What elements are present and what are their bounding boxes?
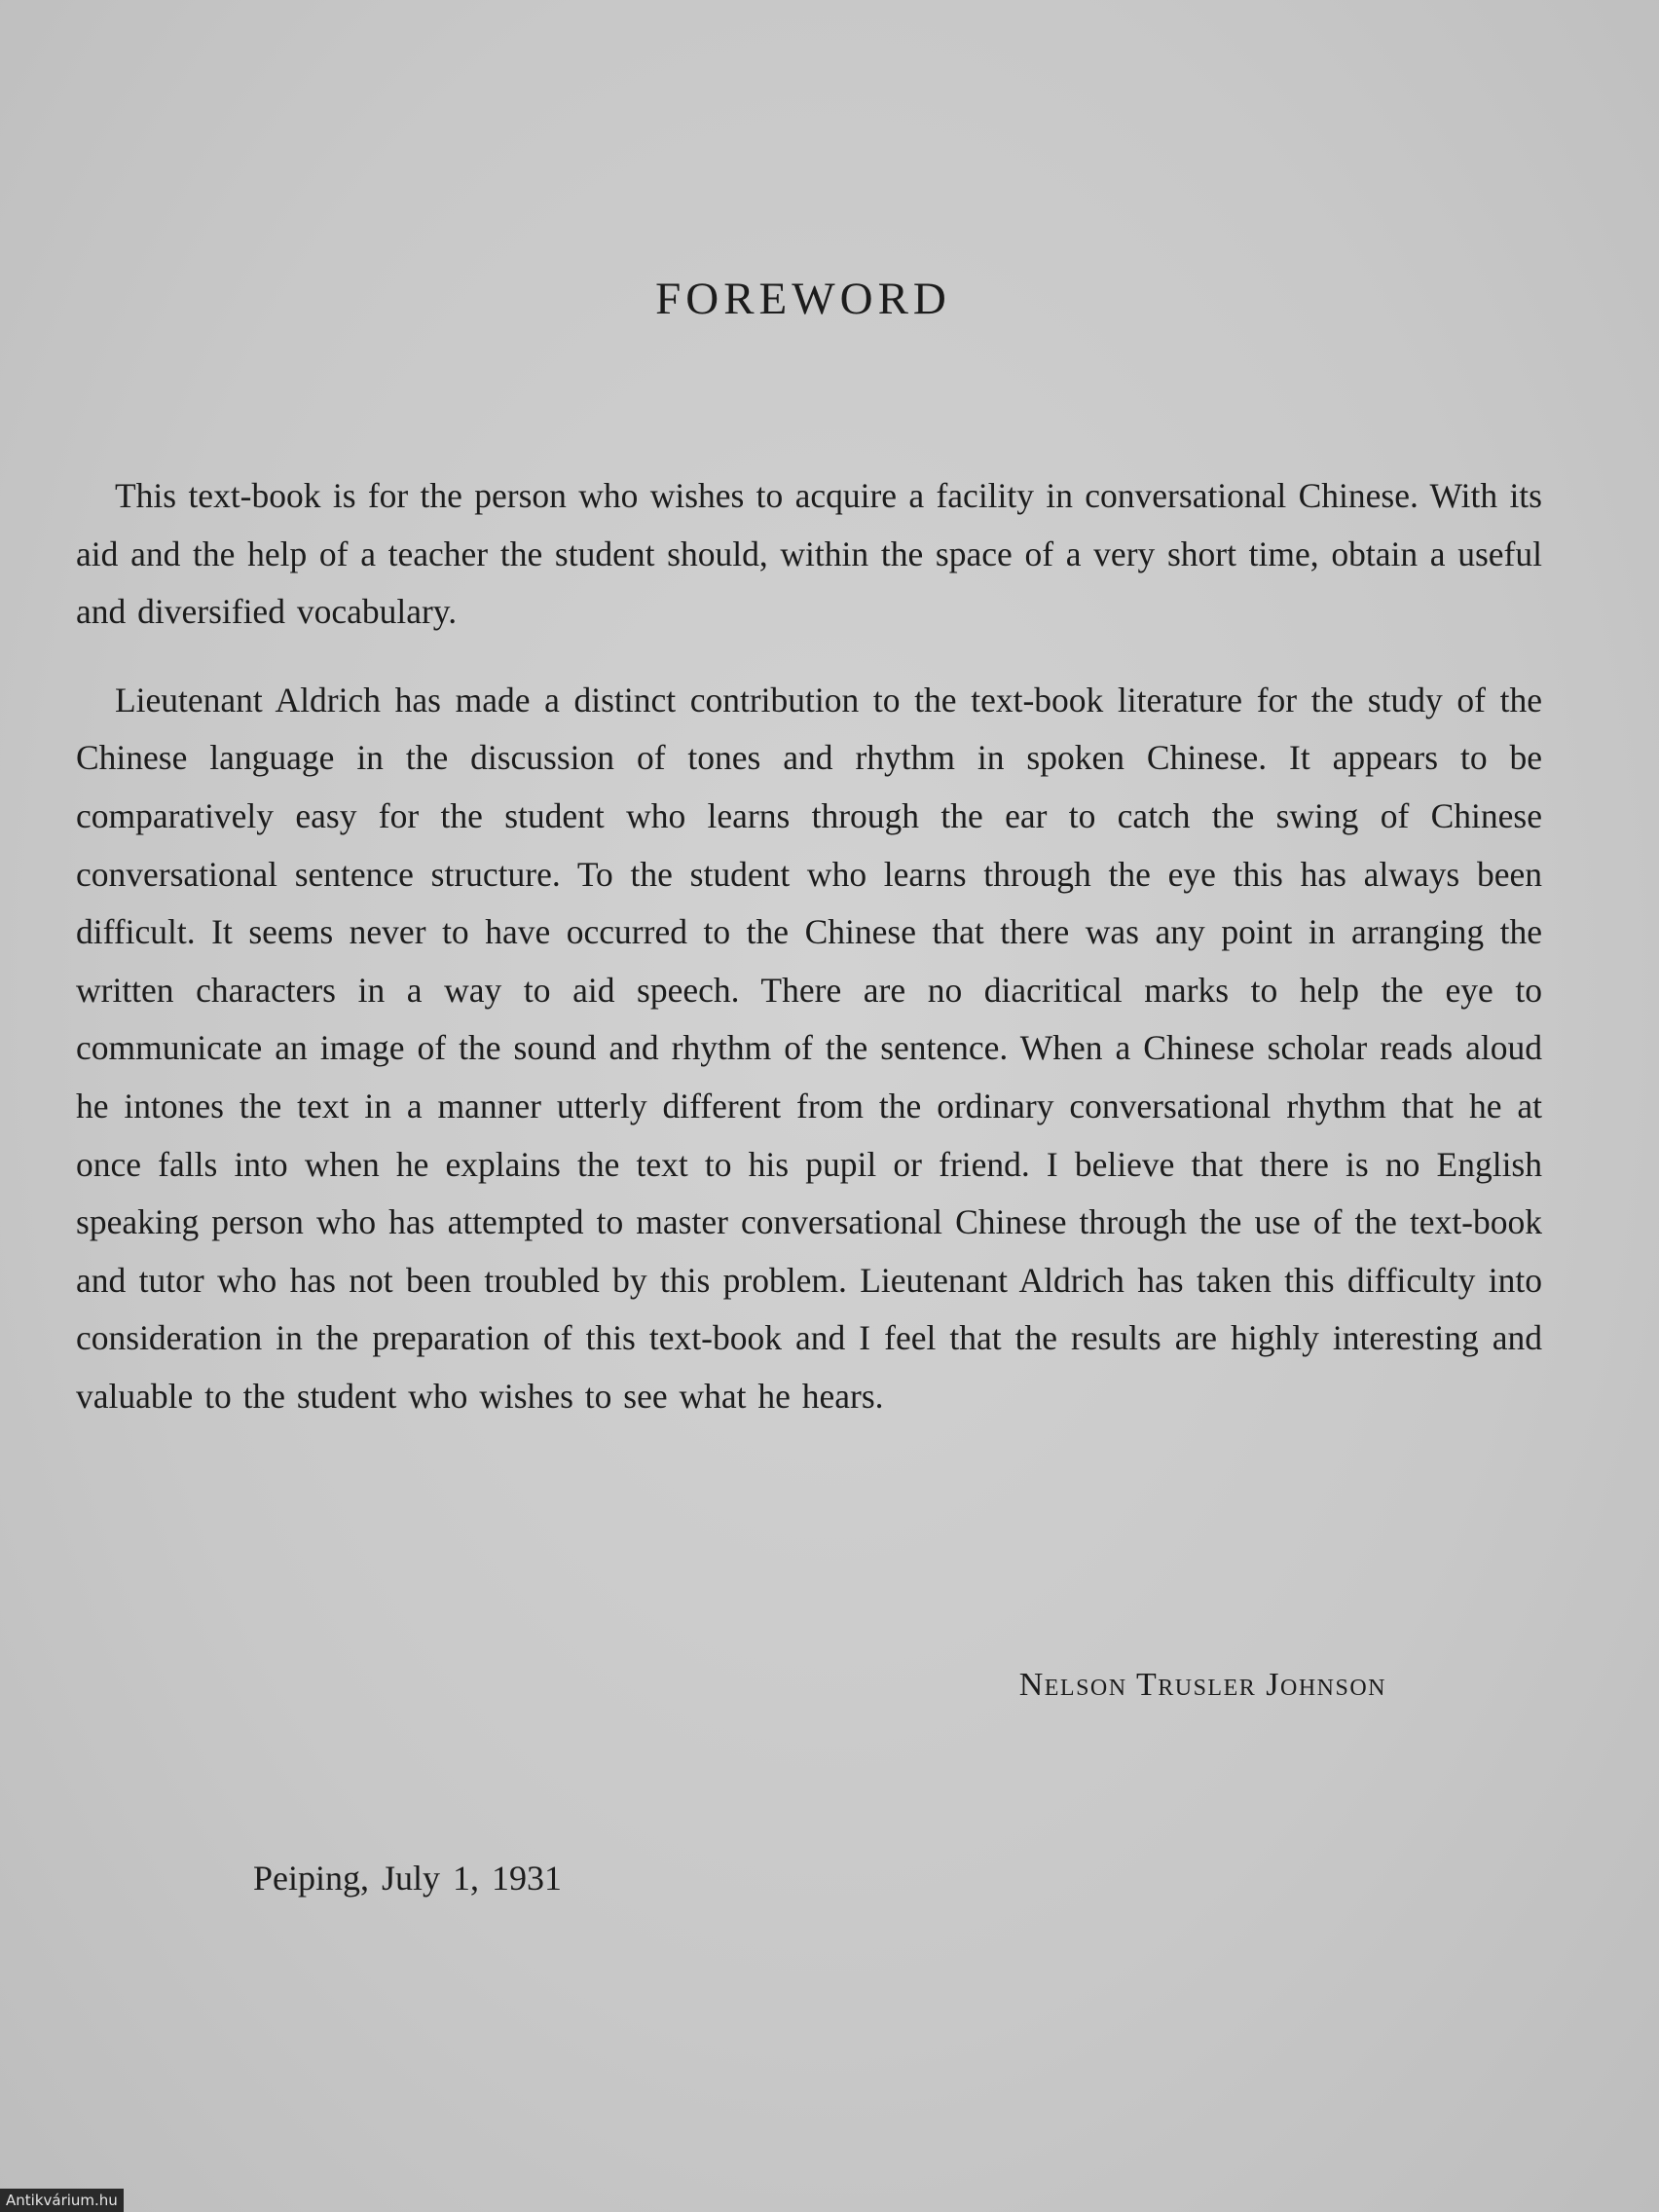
watermark-label: Antikvárium.hu: [0, 2189, 124, 2212]
place-date: Peiping, July 1, 1931: [253, 1859, 563, 1898]
author-signature: Nelson Trusler Johnson: [1018, 1667, 1386, 1703]
paragraph-2: Lieutenant Aldrich has made a distinct contribution to the text-book literature for the study of the Chinese language in the discussion of tones and rhythm in spoken Chinese. It appears to be comparatively easy for the student who learns through the ear to catch the swing of Chinese conversational sentence structure. To the student who learns through the eye this has always been difficult. It seems never to have occurred to the Chinese that there was any point in arranging the written characters in a way to aid speech. There are no diacritical marks to help the eye to communicate an image of the sound and rhythm of the sentence. When a Chinese scholar reads aloud he intones the text in a manner utterly different from the ordinary conversational rhythm that he at once falls into when he explains the text to his pupil or friend. I believe that there is no English speaking person who has attempted to master conversational Chinese through the use of the text-book and tutor who has not been troubled by this problem. Lieutenant Aldrich has taken this difficulty into consideration in the preparation of this text-book and I feel that the results are highly interesting and valuable to the student who wishes to see what he hears.: [76, 680, 1542, 1416]
foreword-body: [76, 467, 1542, 1426]
page-title: FOREWORD: [655, 274, 951, 324]
paragraph-1: This text-book is for the person who wishes to acquire a facility in conversational Chinese. With its aid and the help of a teacher the student should, within the space of a very short time, obtain a useful and diversified vocabulary.: [76, 476, 1542, 632]
